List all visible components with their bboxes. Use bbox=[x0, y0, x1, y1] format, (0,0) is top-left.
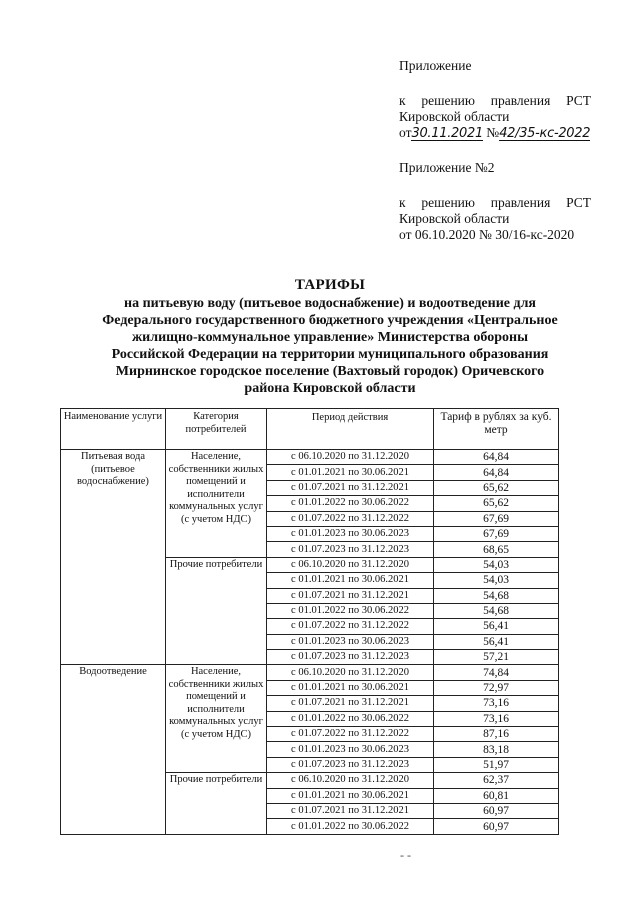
tariff-cell: 72,97 bbox=[434, 680, 559, 695]
appendix2-decision-line2: Кировской области bbox=[399, 211, 510, 226]
handwritten-date: 30.11.2021 bbox=[411, 126, 483, 141]
period-cell: с 01.01.2023 по 30.06.2023 bbox=[267, 634, 434, 649]
tariff-cell: 87,16 bbox=[434, 727, 559, 742]
period-cell: с 01.01.2022 по 30.06.2022 bbox=[267, 603, 434, 618]
number-prefix: № bbox=[486, 125, 500, 140]
tariff-table bbox=[60, 408, 559, 835]
period-cell: с 01.07.2022 по 31.12.2022 bbox=[267, 727, 434, 742]
title-line1: на питьевую воду (питьевое водоснабжение) и водоотведение для bbox=[124, 296, 536, 311]
header-service: Наименование услуги bbox=[61, 409, 166, 450]
tariff-cell: 56,41 bbox=[434, 619, 559, 634]
period-cell: с 01.01.2021 по 30.06.2021 bbox=[267, 465, 434, 480]
tariff-cell: 67,69 bbox=[434, 526, 559, 541]
tariff-cell: 83,18 bbox=[434, 742, 559, 757]
category-name: Прочие потребители bbox=[169, 558, 263, 570]
appendix-decision-block bbox=[399, 93, 591, 141]
period-cell: с 06.10.2020 по 31.12.2020 bbox=[267, 557, 434, 572]
tariff-cell: 54,68 bbox=[434, 603, 559, 618]
period-cell: с 01.07.2022 по 31.12.2022 bbox=[267, 619, 434, 634]
category-name: Прочие потребители bbox=[169, 774, 263, 786]
period-cell: с 01.07.2021 по 31.12.2021 bbox=[267, 803, 434, 818]
period-cell: с 01.07.2023 по 31.12.2023 bbox=[267, 650, 434, 665]
period-cell: с 01.01.2023 по 30.06.2023 bbox=[267, 742, 434, 757]
category-cell bbox=[166, 773, 267, 835]
period-cell: с 01.07.2023 по 31.12.2023 bbox=[267, 542, 434, 557]
title-main: ТАРИФЫ bbox=[294, 277, 366, 293]
tariff-cell: 62,37 bbox=[434, 773, 559, 788]
document-title bbox=[80, 277, 580, 397]
period-cell: с 01.07.2021 по 31.12.2021 bbox=[267, 696, 434, 711]
tariff-cell: 60,81 bbox=[434, 788, 559, 803]
tariff-cell: 73,16 bbox=[434, 711, 559, 726]
header-tariff: Тариф в рублях за куб. метр bbox=[434, 409, 559, 450]
tariff-cell: 54,03 bbox=[434, 557, 559, 572]
tariff-cell: 54,68 bbox=[434, 588, 559, 603]
category-cell bbox=[166, 450, 267, 558]
handwritten-number: 42/35-кс-2022 bbox=[499, 126, 591, 141]
tariff-cell: 57,21 bbox=[434, 650, 559, 665]
period-cell: с 01.07.2021 по 31.12.2021 bbox=[267, 588, 434, 603]
title-line3: жилищно-коммунальное управление» Министерства обороны bbox=[132, 330, 528, 345]
period-cell: с 01.01.2022 по 30.06.2022 bbox=[267, 496, 434, 511]
tariff-cell: 68,65 bbox=[434, 542, 559, 557]
period-cell: с 01.01.2022 по 30.06.2022 bbox=[267, 711, 434, 726]
table-row bbox=[61, 450, 559, 465]
period-cell: с 06.10.2020 по 31.12.2020 bbox=[267, 450, 434, 465]
period-cell: с 01.07.2021 по 31.12.2021 bbox=[267, 480, 434, 495]
service-name-cell bbox=[61, 665, 166, 834]
table-body bbox=[61, 450, 559, 835]
service-name: Питьевая вода (питьевое водоснабжение) bbox=[77, 451, 149, 487]
category-cell bbox=[166, 665, 267, 773]
period-cell: с 01.07.2022 по 31.12.2022 bbox=[267, 511, 434, 526]
period-cell: с 01.01.2022 по 30.06.2022 bbox=[267, 819, 434, 834]
title-line4: Российской Федерации на территории муниципального образования bbox=[111, 347, 549, 362]
from-prefix: от bbox=[399, 125, 412, 140]
table-header-row bbox=[61, 409, 559, 450]
appendix-title: Приложение bbox=[399, 58, 472, 73]
category-name: Население, собственники жилых помещений и исполнители коммунальных услуг (с учетом НДС) bbox=[168, 666, 264, 740]
service-name-cell bbox=[61, 450, 166, 665]
table-row bbox=[61, 665, 559, 680]
tariff-cell: 73,16 bbox=[434, 696, 559, 711]
period-cell: с 01.07.2023 по 31.12.2023 bbox=[267, 757, 434, 772]
tariff-cell: 65,62 bbox=[434, 480, 559, 495]
appendix2-decision-line3: от 06.10.2020 № 30/16-кс-2020 bbox=[399, 227, 575, 242]
appendix2-decision-block bbox=[399, 195, 591, 243]
period-cell: с 01.01.2021 по 30.06.2021 bbox=[267, 680, 434, 695]
tariff-cell: 51,97 bbox=[434, 757, 559, 772]
tariff-cell: 65,62 bbox=[434, 496, 559, 511]
appendix-decision-line2: Кировской области bbox=[399, 109, 510, 124]
period-cell: с 01.01.2023 по 30.06.2023 bbox=[267, 526, 434, 541]
period-cell: с 01.01.2021 по 30.06.2021 bbox=[267, 788, 434, 803]
header-period: Период действия bbox=[267, 409, 434, 450]
period-cell: с 06.10.2020 по 31.12.2020 bbox=[267, 773, 434, 788]
period-cell: с 06.10.2020 по 31.12.2020 bbox=[267, 665, 434, 680]
appendix2-title: Приложение №2 bbox=[399, 160, 495, 175]
tariff-cell: 56,41 bbox=[434, 634, 559, 649]
tariff-cell: 67,69 bbox=[434, 511, 559, 526]
footer-mark: - - bbox=[400, 848, 411, 862]
tariff-cell: 64,84 bbox=[434, 465, 559, 480]
header-category: Категория потребителей bbox=[166, 409, 267, 450]
title-line5: Мирнинское городское поселение (Вахтовый городок) Оричевского bbox=[115, 364, 545, 379]
period-cell: с 01.01.2021 по 30.06.2021 bbox=[267, 573, 434, 588]
title-line6: района Кировской области bbox=[244, 381, 416, 396]
tariff-cell: 74,84 bbox=[434, 665, 559, 680]
appendix-decision-line1: к решению правления РСТ bbox=[399, 93, 591, 108]
tariff-cell: 64,84 bbox=[434, 450, 559, 465]
tariff-cell: 60,97 bbox=[434, 803, 559, 818]
title-line2: Федерального государственного бюджетного учреждения «Центральное bbox=[102, 313, 558, 328]
appendix2-decision-line1: к решению правления РСТ bbox=[399, 195, 591, 210]
appendix-decision-date-line bbox=[399, 125, 591, 141]
tariff-cell: 60,97 bbox=[434, 819, 559, 834]
tariff-cell: 54,03 bbox=[434, 573, 559, 588]
category-name: Население, собственники жилых помещений и исполнители коммунальных услуг (с учетом НДС) bbox=[168, 451, 264, 525]
service-name: Водоотведение bbox=[79, 666, 147, 678]
category-cell bbox=[166, 557, 267, 665]
